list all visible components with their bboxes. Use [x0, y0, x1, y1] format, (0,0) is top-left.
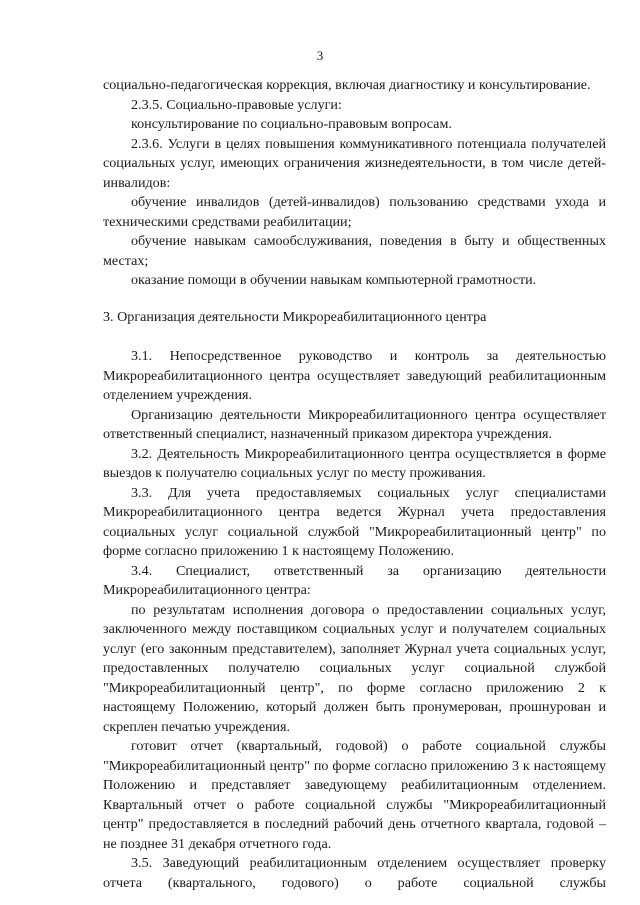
- paragraph: оказание помощи в обучении навыкам компьютерной грамотности.: [131, 272, 537, 288]
- paragraph: по результатам исполнения договора о предоставлении социальных услуг, заключенного между поставщиком социальных услуг и получателем социальных услуг (его законным представителем), заполняет Журнал учета социальных услуг, предоставленных получателю социальных услуг социальной службой "Микрореабилитационный центр", по форме согласно приложению 2 к настоящему Положению, который должен быть пронумерован, прошнурован и скреплен печатью учреждения.: [103, 601, 606, 735]
- paragraph: 2.3.5. Социально-правовые услуги:: [131, 96, 342, 113]
- paragraph: 3.3. Для учета предоставляемых социальных услуг специалистами Микрореабилитационного центра ведется Журнал учета предоставления социальных услуг социальной службой "Микрореабилитационный центр" по форме согласно приложению 1 к настоящему Положению.: [103, 484, 606, 559]
- paragraph: 3.5. Заведующий реабилитационным отделением осуществляет проверку отчета (квартального, годового) о работе социальной службы: [103, 855, 606, 891]
- paragraph: готовит отчет (квартальный, годовой) о работе социальной службы "Микрореабилитационный центр" по форме согласно приложению 3 к настоящему Положению и представляет заведующему реабилитационным отделением. Квартальный отчет о работе социальной службы "Микрореабилитационный центр" предоставляется в последний рабочий день отчетного квартала, годовой – не позднее 31 декабря отчетного года.: [103, 738, 606, 852]
- paragraph: 3.4. Специалист, ответственный за организацию деятельности Микрореабилитационного центра:: [103, 562, 606, 598]
- section-heading: 3. Организация деятельности Микрореабилитационного центра: [103, 308, 487, 325]
- document-body: [103, 76, 606, 893]
- paragraph: 3.2. Деятельность Микрореабилитационного центра осуществляется в форме выездов к получателю социальных услуг по месту проживания.: [103, 445, 606, 481]
- paragraph: 3.1. Непосредственное руководство и контроль за деятельностью Микрореабилитационного центра осуществляет заведующий реабилитационным отделением учреждения.: [103, 348, 606, 403]
- paragraph: Организацию деятельности Микрореабилитационного центра осуществляет ответственный специалист, назначенный приказом директора учреждения.: [103, 406, 606, 442]
- paragraph: социально-педагогическая коррекция, включая диагностику и консультирование.: [103, 77, 591, 93]
- paragraph: обучение инвалидов (детей-инвалидов) пользованию средствами ухода и техническими средствами реабилитации;: [103, 194, 606, 230]
- paragraph: обучение навыкам самообслуживания, поведения в быту и общественных местах;: [103, 233, 606, 269]
- paragraph: консультирование по социально-правовым вопросам.: [131, 116, 452, 132]
- page-number: 3: [316, 48, 324, 63]
- paragraph: 2.3.6. Услуги в целях повышения коммуникативного потенциала получателей социальных услуг, имеющих ограничения жизнедеятельности, в том числе детей-инвалидов:: [103, 135, 606, 191]
